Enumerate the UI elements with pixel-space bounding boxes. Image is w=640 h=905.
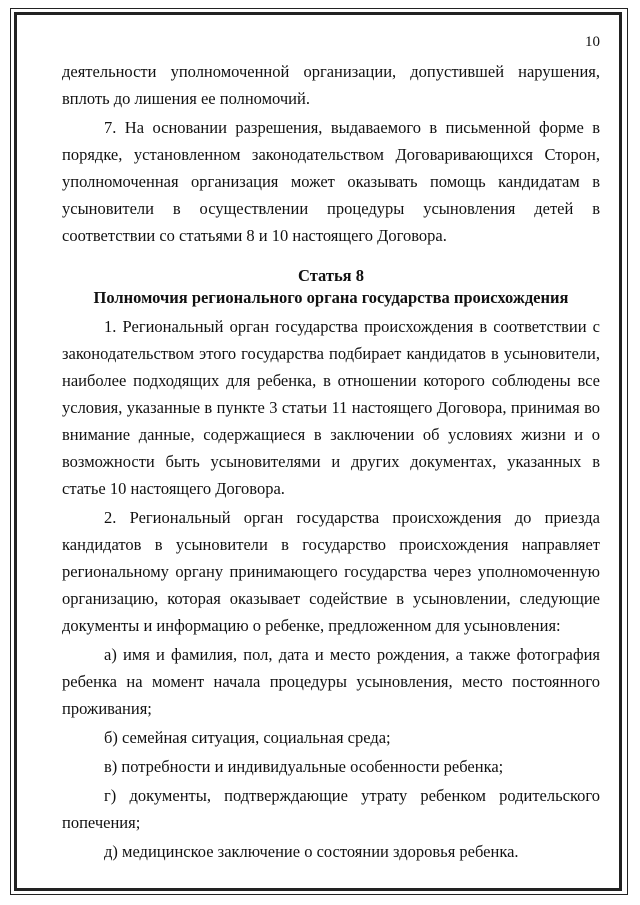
page-number: 10 [585, 34, 600, 50]
paragraph-7: 7. На основании разрешения, выдаваемого в письменной форме в порядке, установленном законодательством Договаривающихся Сторон, уполномоченная организация может оказывать помощь кандидатам в усыновители в осуществлении процедуры усыновления детей в соответствии со статьями 8 и 10 настоящего Договора. [62, 118, 600, 245]
list-item-v: в) потребности и индивидуальные особенности ребенка; [104, 757, 504, 776]
article-number: Статья 8 [298, 266, 364, 285]
article-heading [62, 265, 600, 309]
paragraph-continuation: деятельности уполномоченной организации, допустившей нарушения, вплоть до лишения ее полномочий. [62, 62, 600, 108]
list-item-g: г) документы, подтверждающие утрату ребенком родительского попечения; [62, 786, 600, 832]
article-paragraph-1: 1. Региональный орган государства происхождения в соответствии с законодательством этого государства подбирает кандидатов в усыновители, наиболее подходящих для ребенка, в отношении которого соблюдены все условия, указанные в пункте 3 статьи 11 настоящего Договора, принимая во внимание данные, содержащиеся в заключении об условиях жизни и о возможности быть усыновителями и других документах, указанных в статье 10 настоящего Договора. [62, 317, 600, 498]
article-title: Полномочия регионального органа государства происхождения [93, 288, 569, 307]
document-body [62, 58, 600, 867]
list-item-a: а) имя и фамилия, пол, дата и место рождения, а также фотография ребенка на момент начала процедуры усыновления, место постоянного проживания; [62, 645, 600, 718]
article-paragraph-2: 2. Региональный орган государства происхождения до приезда кандидатов в усыновители в государство происхождения направляет региональному органу принимающего государства через уполномоченную организацию, которая оказывает содействие в усыновлении, следующие документы и информацию о ребенке, предложенном для усыновления: [62, 508, 600, 635]
list-item-d: д) медицинское заключение о состоянии здоровья ребенка. [104, 842, 519, 861]
list-item-b: б) семейная ситуация, социальная среда; [104, 728, 391, 747]
